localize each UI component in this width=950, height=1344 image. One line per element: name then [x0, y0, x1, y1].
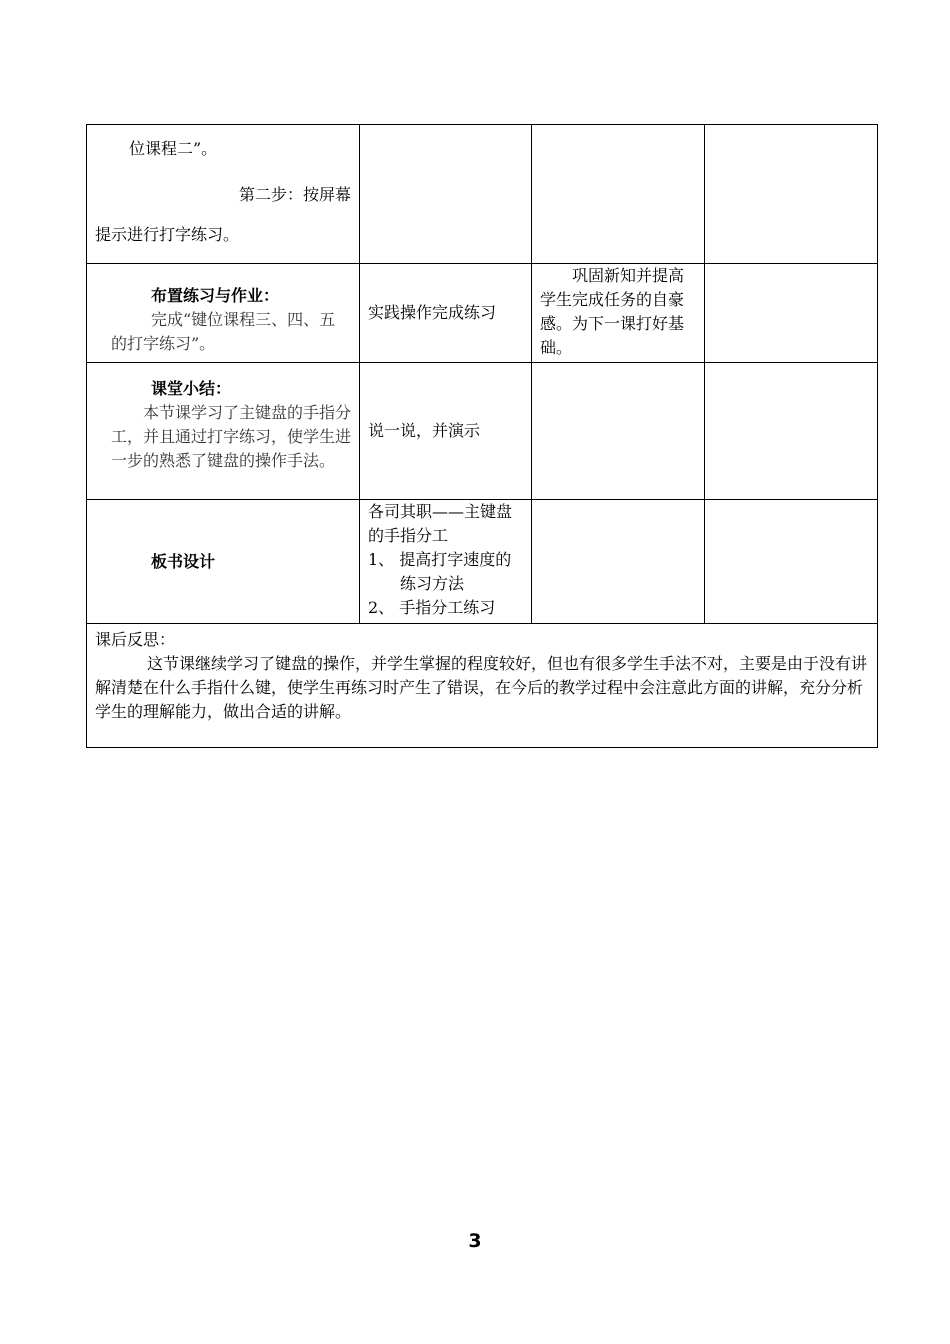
- process-line: 第二步：按屏幕: [238, 185, 351, 204]
- lesson-plan-table: [86, 124, 878, 748]
- section-heading: 课堂小结：: [151, 379, 232, 398]
- process-line: 提示进行打字练习。: [95, 225, 240, 244]
- table-row: [87, 264, 878, 363]
- process-text: 完成“键位课程三、四、五的打字练习”。: [111, 310, 336, 353]
- board-title: 各司其职——主键盘的手指分工: [368, 502, 513, 545]
- notes-cell: [705, 500, 878, 624]
- student-activity-cell: [360, 363, 532, 500]
- page-number: 3: [468, 1230, 482, 1252]
- board-design-cell: [360, 500, 532, 624]
- student-activity-cell: [360, 264, 532, 363]
- process-text: 本节课学习了主键盘的手指分工，并且通过打字练习，使学生进一步的熟悉了键盘的操作手法。: [111, 403, 352, 470]
- student-activity-text: 说一说，并演示: [368, 421, 481, 440]
- notes-cell: [705, 363, 878, 500]
- notes-cell: [705, 264, 878, 363]
- section-heading: 布置练习与作业：: [151, 286, 280, 305]
- design-intent-text: 巩固新知并提高学生完成任务的自豪感。为下一课打好基础。: [540, 266, 685, 357]
- table-row: [87, 125, 878, 264]
- process-cell: [87, 264, 360, 363]
- student-activity-text: 实践操作完成练习: [368, 303, 497, 322]
- student-activity-cell: [360, 125, 532, 264]
- design-intent-cell: [532, 264, 705, 363]
- reflection-label: 课后反思：: [95, 630, 176, 649]
- board-item: 1、 提高打字速度的练习方法: [368, 550, 512, 593]
- table-row: [87, 500, 878, 624]
- table-row: [87, 624, 878, 748]
- reflection-cell: [87, 624, 878, 748]
- design-intent-cell: [532, 500, 705, 624]
- notes-cell: [705, 125, 878, 264]
- process-line: 位课程二”。: [129, 139, 218, 158]
- design-intent-cell: [532, 363, 705, 500]
- design-intent-cell: [532, 125, 705, 264]
- process-cell: [87, 125, 360, 264]
- reflection-text: 这节课继续学习了键盘的操作，并学生掌握的程度较好，但也有很多学生手法不对，主要是由于没有讲解清楚在什么手指什么键，使学生再练习时产生了错误，在今后的教学过程中会注意此方面的讲解，充分分析学生的理解能力，做出合适的讲解。: [95, 654, 868, 721]
- table-row: [87, 363, 878, 500]
- process-cell: [87, 500, 360, 624]
- board-item: 2、 手指分工练习: [368, 598, 496, 617]
- process-cell: [87, 363, 360, 500]
- section-heading: 板书设计: [151, 551, 216, 571]
